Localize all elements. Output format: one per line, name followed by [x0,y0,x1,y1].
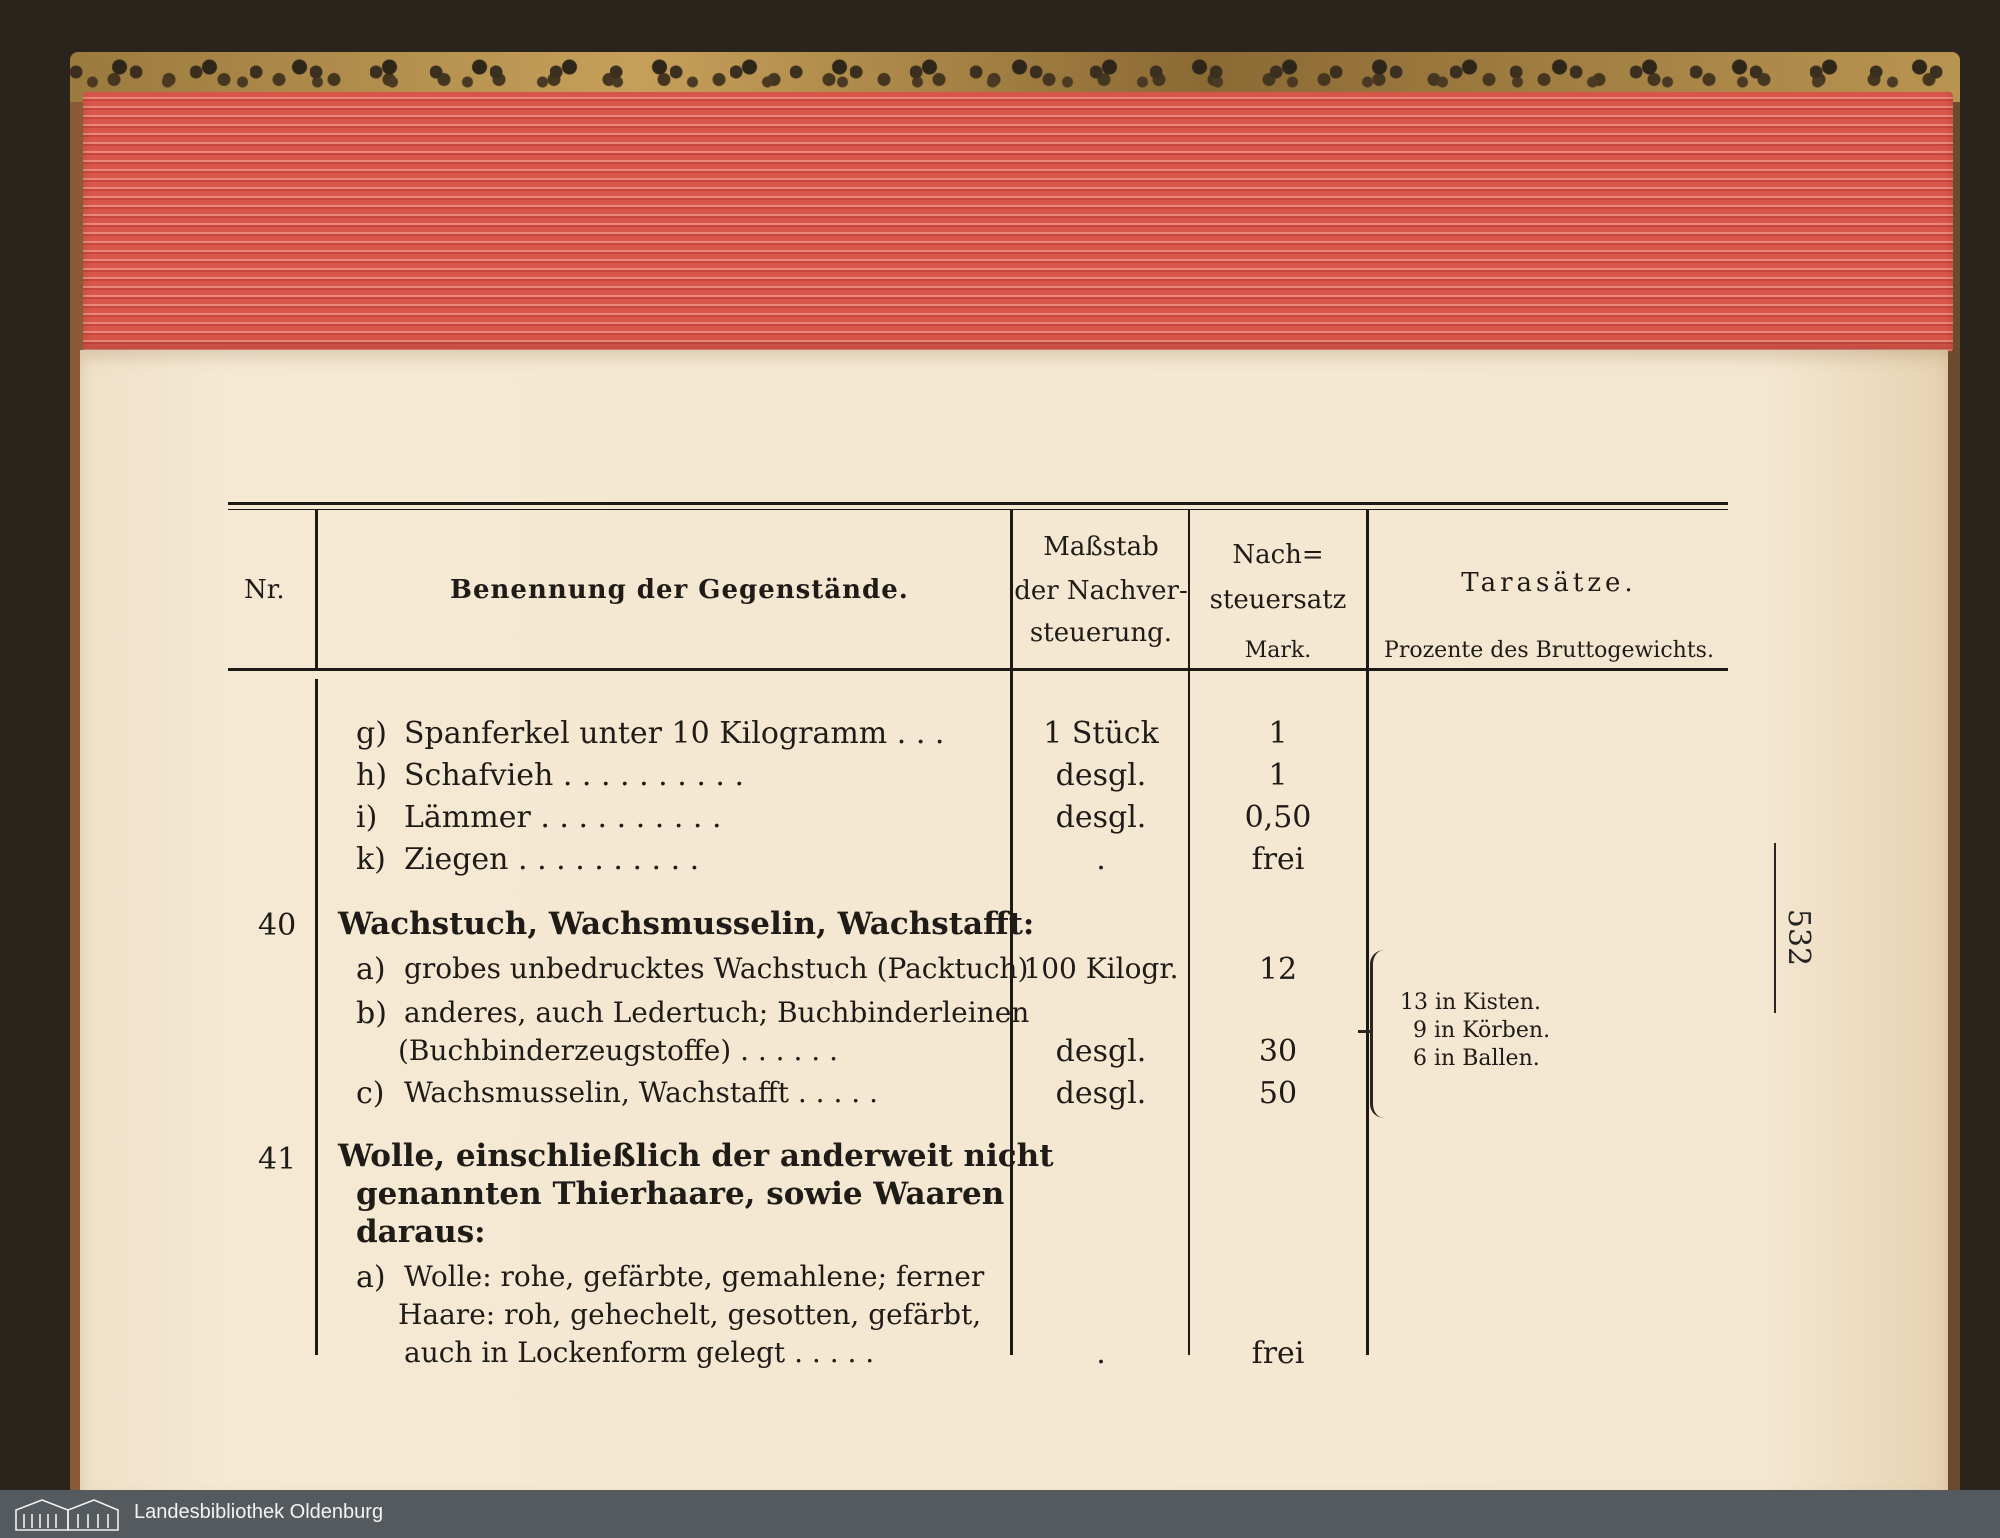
row-g-text: Spanferkel unter 10 Kilogramm . . . [404,716,945,751]
row-h-letter: h) [356,758,388,793]
item40-a-mass: 100 Kilogr. [1023,952,1179,985]
item40-title: Wachstuch, Wachsmusselin, Wachstafft: [338,906,1035,942]
item41-title-2: genannten Thierhaare, sowie Waaren [356,1176,1005,1212]
item41-a-text-3: auch in Lockenform gelegt . . . . . [404,1336,875,1369]
table-top-rule-2 [228,509,1728,510]
item41-a-text-2: Haare: roh, gehechelt, gesotten, gefärbt, [398,1298,982,1331]
row-i-letter: i) [356,800,378,835]
row-i-text: Lämmer . . . . . . . . . . [404,800,722,835]
item40-b-text-1: anderes, auch Ledertuch; Buchbinderleinen [404,996,1030,1029]
item40-c-text: Wachsmusselin, Wachstafft . . . . . [404,1076,878,1109]
item41-title-1: Wolle, einschließlich der anderweit nicht [338,1138,1054,1174]
item41-a-mass: . [1096,1336,1106,1371]
item41-title-3: daraus: [356,1214,486,1250]
footer-library-label[interactable]: Landesbibliothek Oldenburg [134,1501,384,1523]
header-tarasaetze: Tarasätze. [1461,568,1637,598]
item40-tara-2: 9 in Körben. [1413,1018,1551,1043]
column-rule-nr [315,509,318,669]
item41-a-text-1: Wolle: rohe, gefärbte, gemahlene; ferner [404,1260,985,1293]
item40-c-mass: desgl. [1055,1076,1147,1111]
header-benennung: Benennung der Gegenstände. [450,575,909,605]
row-g-mass: 1 Stück [1043,716,1159,751]
item40-tara-1: 13 in Kisten. [1400,990,1541,1015]
item40-tara-3: 6 in Ballen. [1413,1046,1540,1071]
row-k-letter: k) [356,842,386,877]
item40-nr: 40 [258,908,297,943]
page-number: 532 [1781,908,1817,967]
red-page-edges [83,92,1953,352]
item40-b-satz: 30 [1258,1034,1298,1069]
column-rule-nachsteuer [1366,509,1369,1355]
header-prozente: Prozente des Bruttogewichts. [1384,638,1714,663]
row-i-mass: desgl. [1055,800,1147,835]
item41-a-letter: a) [356,1260,386,1295]
library-building-icon [12,1496,122,1532]
item41-a-satz: frei [1251,1336,1305,1371]
tara-brace [1370,950,1389,1118]
row-h-satz: 1 [1268,758,1288,793]
item40-c-letter: c) [356,1076,385,1111]
tara-brace-tip [1358,1030,1372,1033]
header-nachsteuer-1: Nach= [1232,540,1324,570]
header-nachsteuer-2: steuersatz [1209,585,1347,615]
item40-b-text-2: (Buchbinderzeugstoffe) . . . . . . [398,1034,838,1067]
row-h-mass: desgl. [1055,758,1147,793]
item40-a-letter: a) [356,952,386,987]
table-header-rule [228,668,1728,671]
item40-a-text: grobes unbedrucktes Wachstuch (Packtuch) [404,952,1029,985]
footer-bar [0,1490,2000,1538]
row-h-text: Schafvieh . . . . . . . . . . [404,758,745,793]
header-mark: Mark. [1244,638,1312,663]
table-top-rule [228,502,1728,505]
row-k-text: Ziegen . . . . . . . . . . [404,842,700,877]
row-i-satz: 0,50 [1244,800,1312,835]
row-g-satz: 1 [1268,716,1288,751]
header-nr: Nr. [244,575,285,605]
item41-nr: 41 [258,1142,297,1177]
item40-b-mass: desgl. [1055,1034,1147,1069]
item40-b-letter: b) [356,996,387,1031]
row-k-satz: frei [1251,842,1305,877]
item40-a-satz: 12 [1258,952,1298,987]
row-g-letter: g) [356,716,387,751]
row-k-mass: . [1096,842,1106,877]
item40-c-satz: 50 [1258,1076,1298,1111]
header-massstab-1: Maßstab [1043,532,1159,562]
page-number-rule [1774,843,1776,1013]
column-rule-nr-2 [315,679,318,1355]
header-massstab-2: der Nachver- [1014,576,1188,606]
header-massstab-3: steuerung. [1029,618,1173,648]
